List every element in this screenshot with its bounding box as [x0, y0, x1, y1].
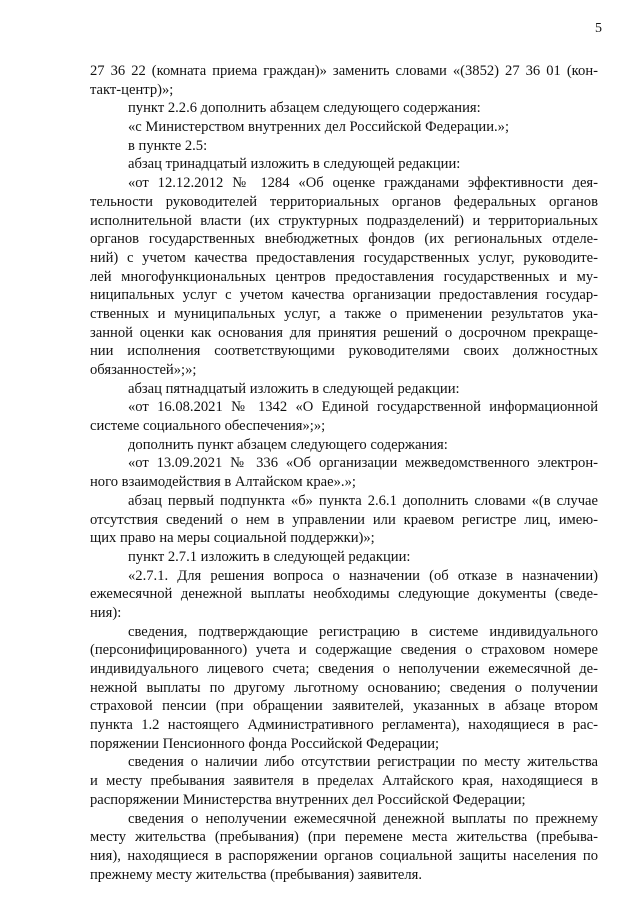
text-line: органов государственных внебюджетных фондов (их региональных отделе-	[90, 231, 598, 248]
text-line: месту жительства (пребывания) (при перемене места жительства (пребыва-	[90, 829, 598, 846]
text-line: пункт 2.2.6 дополнить абзацем следующего содержания:	[128, 100, 481, 117]
text-line: сведения, подтверждающие регистрацию в системе индивидуального	[128, 623, 598, 640]
text-line: системе социального обеспечения»;»;	[90, 418, 326, 435]
text-line: «с Министерством внутренних дел Российской Федерации.»;	[128, 119, 510, 136]
text-line: (персонифицированного) учета и содержащие сведения о страховом номере	[90, 642, 598, 659]
text-line: ний) с учетом качества предоставления государственных услуг, руководите-	[90, 249, 598, 266]
text-line: ниципальных услуг с учетом качества организации предоставления государ-	[90, 287, 598, 304]
text-line: сведения о наличии либо отсутствии регистрации по месту жительства	[128, 754, 598, 771]
text-line: «от 13.09.2021 № 336 «Об организации межведомственного электрон-	[128, 455, 598, 472]
text-line: нии исполнения соответствующими руководителями своих должностных	[90, 343, 598, 360]
text-line: абзац пятнадцатый изложить в следующей редакции:	[128, 380, 460, 397]
text-line: обязанностей»;»;	[90, 362, 197, 378]
text-line: ственных и муниципальных услуг, а также о применении результатов ука-	[90, 305, 598, 322]
text-line: лей многофункциональных центров предоставления государственных и му-	[90, 268, 598, 285]
text-line: ежемесячной денежной выплаты необходимы следующие документы (сведе-	[90, 586, 598, 603]
text-line: тельности руководителей территориальных органов федеральных органов	[90, 193, 598, 210]
text-line: «2.7.1. Для решения вопроса о назначении (об отказе в назначении)	[128, 567, 598, 584]
text-line: такт-центр)»;	[90, 81, 174, 98]
text-line: и месту пребывания заявителя в пределах Алтайского края, находящиеся в	[90, 773, 598, 790]
text-line: индивидуального лицевого счета; сведения о неполучении ежемесячной де-	[90, 661, 598, 677]
text-line: «от 16.08.2021 № 1342 «О Единой государственной информационной	[128, 399, 598, 416]
text-line: сведения о неполучении ежемесячной денежной выплаты по прежнему	[128, 810, 598, 827]
text-line: пункт 2.7.1 изложить в следующей редакции:	[128, 548, 411, 565]
text-line: пункта 1.2 настоящего Административного регламента), находящиеся в рас-	[90, 717, 598, 734]
text-line: страховой пенсии (при обращении заявителей, указанных в абзаце втором	[90, 698, 598, 715]
page-number: 5	[595, 21, 602, 36]
text-line: 27 36 22 (комната приема граждан)» заменить словами «(3852) 27 36 01 (кон-	[90, 63, 598, 79]
text-line: ного взаимодействия в Алтайском крае».»;	[90, 474, 356, 491]
document-text	[90, 62, 598, 884]
text-line: абзац первый подпункта «б» пункта 2.6.1 дополнить словами «(в случае	[128, 492, 598, 509]
text-line: прежнему месту жительства (пребывания) заявителя.	[90, 866, 423, 883]
text-line: щих право на меры социальной поддержки)»;	[90, 530, 375, 547]
text-line: распоряжении Министерства внутренних дел Российской Федерации;	[90, 791, 526, 808]
text-line: нежной выплаты по другому льготному основанию; сведения о получении	[90, 679, 598, 696]
text-line: в пункте 2.5:	[128, 137, 208, 154]
text-line: «от 12.12.2012 № 1284 «Об оценке гражданами эффективности дея-	[128, 175, 598, 192]
text-line: отсутствия сведений о нем в управлении или краевом регистре лиц, имею-	[90, 511, 598, 528]
text-line: ния), находящиеся в распоряжении органов социальной защиты населения по	[90, 847, 598, 864]
text-line: дополнить пункт абзацем следующего содержания:	[128, 436, 448, 453]
text-line: абзац тринадцатый изложить в следующей редакции:	[128, 156, 461, 173]
text-line: поряжении Пенсионного фонда Российской Федерации;	[90, 735, 440, 752]
text-line: исполнительной власти (их структурных подразделений) и территориальных	[90, 212, 598, 229]
text-line: занной оценки как основания для принятия решений о досрочном прекраще-	[90, 324, 598, 341]
text-line: ния):	[90, 604, 122, 621]
